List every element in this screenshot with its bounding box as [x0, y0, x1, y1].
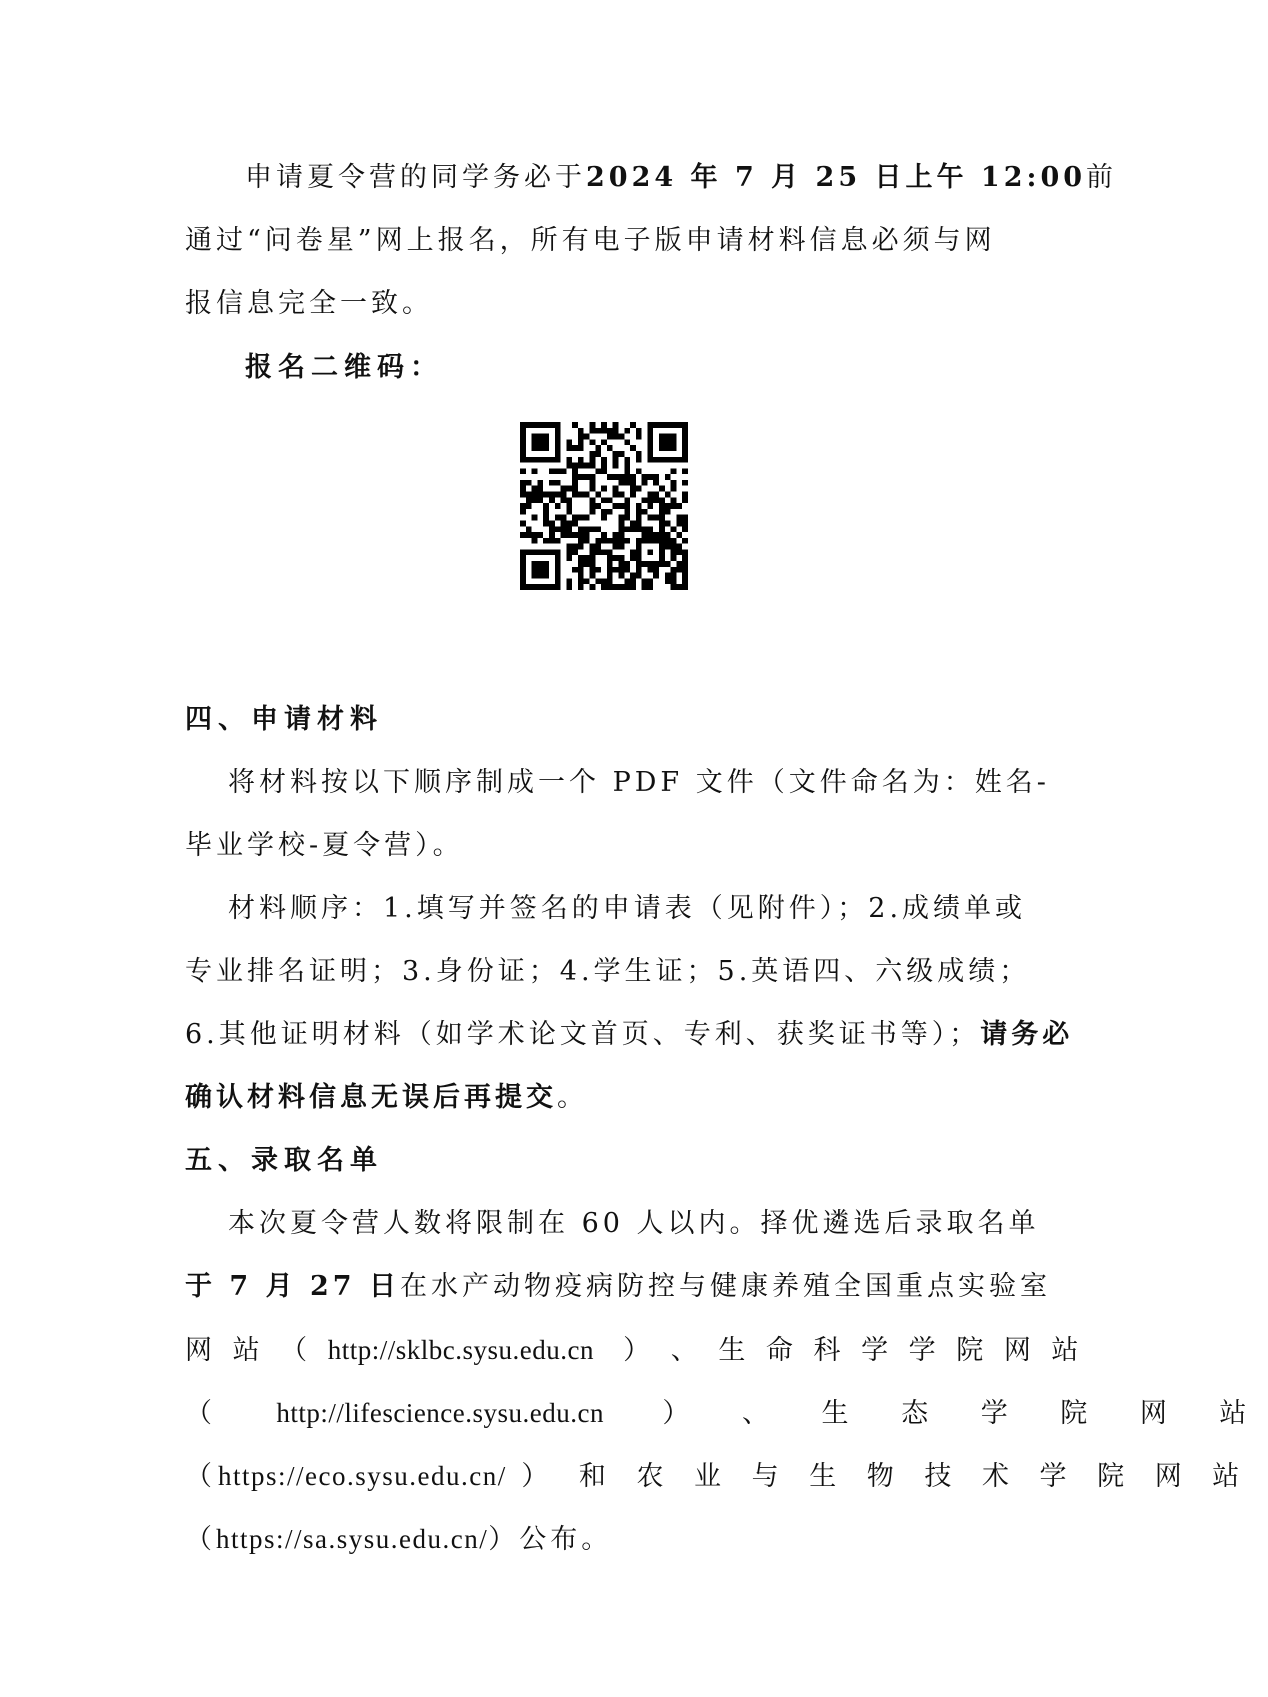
line3-prefix: 网 站 （ [185, 1335, 314, 1366]
deadline-date: 2024 年 7 月 25 日上午 12:00 [586, 162, 1087, 193]
para1-text-end: 前 [1086, 162, 1118, 193]
para1-text: 申请夏令营的同学务必于 [245, 162, 586, 193]
announce-date: 于 7 月 27 日 [185, 1271, 400, 1302]
section5-line1: 本次夏令营人数将限制在 60 人以内。择优遴选后录取名单 [228, 1208, 1040, 1239]
materials-other: 6.其他证明材料（如学术论文首页、专利、获奖证书等）； [185, 1019, 981, 1050]
section4-p1-line1: 将材料按以下顺序制成一个 PDF 文件（文件命名为：姓名- [228, 767, 1050, 798]
section4-p2-line4 [185, 1078, 1020, 1118]
section5-line2 [185, 1267, 1051, 1307]
sklbc-link[interactable]: http://sklbc.sysu.edu.cn [327, 1335, 594, 1365]
section5-title: 五、录取名单 [185, 1145, 383, 1176]
section4-p2-line3 [185, 1015, 1074, 1055]
section4-p1-line2: 毕业学校-夏令营）。 [185, 830, 464, 861]
line4-suffix: ） 、 生 态 学 院 网 站 [662, 1398, 1268, 1429]
section4-title: 四、申请材料 [185, 704, 383, 735]
section4-p2-line2: 专业排名证明；3.身份证；4.学生证；5.英语四、六级成绩； [185, 956, 1031, 987]
line5-suffix: ） 和 农 业 与 生 物 技 术 学 院 网 站 [521, 1461, 1251, 1492]
qr-code-icon [520, 422, 688, 590]
registration-qr-code[interactable] [520, 422, 688, 590]
line4-prefix: （ [185, 1398, 218, 1429]
section5-line3 [185, 1330, 1085, 1370]
para1-line2: 通过“问卷星”网上报名，所有电子版申请材料信息必须与网 [185, 225, 996, 256]
eco-link[interactable]: https://eco.sysu.edu.cn/ [218, 1461, 507, 1491]
lifescience-link[interactable]: http://lifescience.sysu.edu.cn [276, 1398, 605, 1428]
qr-label: 报名二维码： [245, 352, 443, 383]
line5-prefix: （ [185, 1461, 218, 1492]
para1-line1 [245, 158, 1118, 198]
section5-line4 [185, 1393, 1268, 1433]
para1-line3: 报信息完全一致。 [185, 288, 433, 319]
announce-lab: 在水产动物疫病防控与健康养殖全国重点实验室 [399, 1271, 1051, 1302]
section5-line5 [185, 1456, 1251, 1496]
line3-suffix: ） 、 生 命 科 学 学 院 网 站 [623, 1335, 1085, 1366]
materials-warning-start: 请务必 [980, 1019, 1074, 1050]
period: 。 [557, 1082, 588, 1113]
materials-warning-end: 确认材料信息无误后再提交 [185, 1082, 557, 1113]
line6-suffix: ）公布。 [488, 1524, 613, 1555]
section4-p2-line1: 材料顺序：1.填写并签名的申请表（见附件）；2.成绩单或 [228, 893, 1027, 924]
section5-line6 [185, 1519, 1020, 1559]
line6-prefix: （ [185, 1524, 216, 1555]
sa-link[interactable]: https://sa.sysu.edu.cn/ [216, 1524, 489, 1554]
